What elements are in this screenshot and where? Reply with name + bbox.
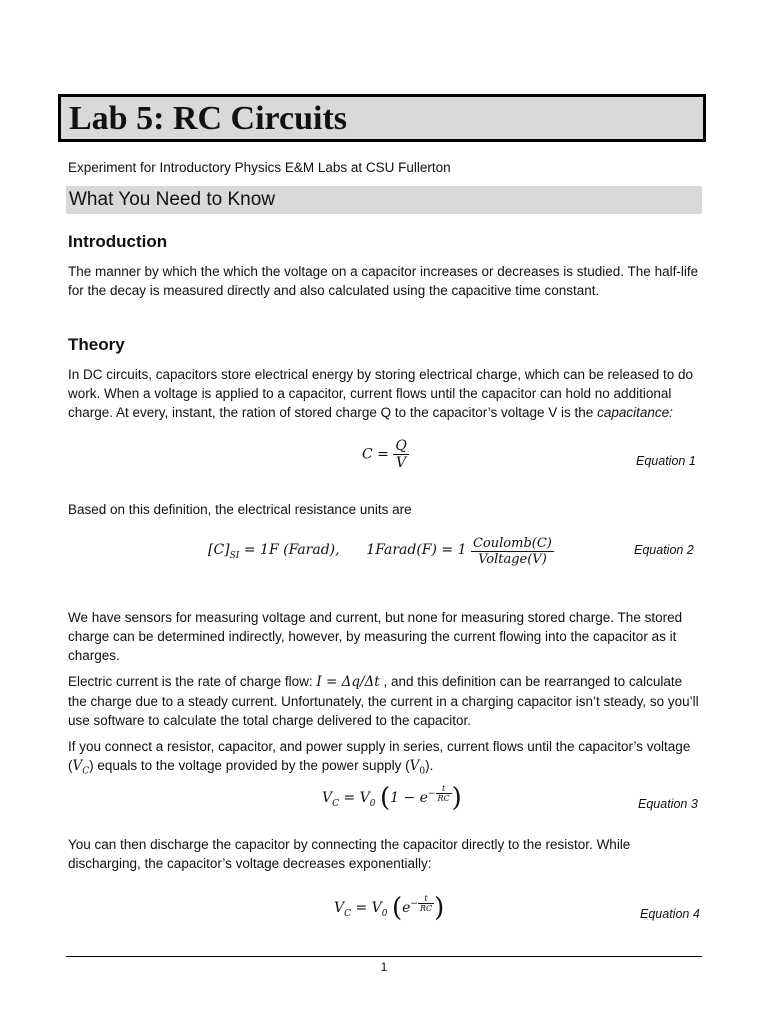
theory-paragraph-3: We have sensors for measuring voltage and current, but none for measuring stored charge. The stored charge can be determined indirectly, however, by measuring the current flowing into the capacitor as it charges.	[68, 610, 683, 663]
subtitle: Experiment for Introductory Physics E&M Labs at CSU Fullerton	[68, 160, 451, 175]
page-title: Lab 5: RC Circuits	[69, 100, 347, 137]
section-header	[66, 186, 702, 214]
theory-paragraph-5-text-a: If you connect a resistor, capacitor, and power supply in series, current flows until the capacitor’s voltage (	[68, 739, 691, 773]
footer-rule	[66, 956, 702, 957]
current-definition-math: I = Δq/Δt	[316, 674, 380, 690]
theory-paragraph-6: You can then discharge the capacitor by connecting the capacitor directly to the resistor. While discharging, the capacitor’s voltage decreases exponentially:	[68, 837, 631, 871]
equation-4: $V_C = V_0$ ($e^{- \frac{t}{RC}}$ )	[334, 893, 445, 923]
introduction-heading: Introduction	[68, 232, 168, 251]
equation-4-label: Equation 4	[640, 907, 700, 921]
theory-paragraph-2: Based on this definition, the electrical resistance units are	[68, 502, 412, 517]
page-number: 1	[380, 960, 388, 974]
vc-symbol: $V_C$	[72, 758, 90, 777]
theory-paragraph-4-text-b: , and this definition can be rearranged to calculate the charge due to a steady current. Unfortunately, the current in a charging capacitor isn’t steady, so you’ll use software to calculate the total charge delivered to the capacitor.	[68, 674, 699, 728]
theory-heading: Theory	[68, 335, 125, 354]
theory-paragraph-1	[68, 365, 704, 422]
theory-paragraph-5	[68, 737, 704, 782]
theory-paragraph-5-text-c: ).	[425, 758, 434, 773]
title-box	[58, 94, 706, 142]
theory-paragraph-1-text: In DC circuits, capacitors store electrical energy by storing electrical charge, which can be released to do work. When a voltage is applied to a capacitor, current flows until the capacitor can hold no additional charge. At every, instant, the ration of stored charge Q to the capacitor’s voltage V is the	[68, 367, 694, 420]
equation-3-label: Equation 3	[638, 797, 698, 811]
theory-paragraph-4	[68, 672, 704, 730]
equation-3: $V_C = V_0$ ($1 - e^{- \frac{t}{RC}}$ )	[322, 783, 462, 813]
v0-symbol: $V_0$	[409, 758, 426, 777]
equation-1: C = $\frac{Q}{V}$	[362, 438, 407, 471]
theory-paragraph-5-text-b: ) equals to the voltage provided by the power supply (	[89, 758, 410, 773]
equation-2-label: Equation 2	[634, 543, 694, 557]
capacitance-term: capacitance:	[597, 405, 673, 420]
introduction-paragraph: The manner by which the which the voltage on a capacitor increases or decreases is studied. The half-life for the decay is measured directly and also calculated using the capacitive time constant.	[68, 264, 699, 298]
theory-paragraph-4-text-a: Electric current is the rate of charge flow:	[68, 674, 313, 689]
section-title: What You Need to Know	[69, 189, 275, 210]
equation-2: $[C]_{SI} = 1F$ (Farad), 1Farad(F) = 1 $\frac{\text{Coulomb(C)}}{\text{Voltage(V)}}$	[208, 536, 552, 567]
equation-1-label: Equation 1	[636, 454, 696, 468]
